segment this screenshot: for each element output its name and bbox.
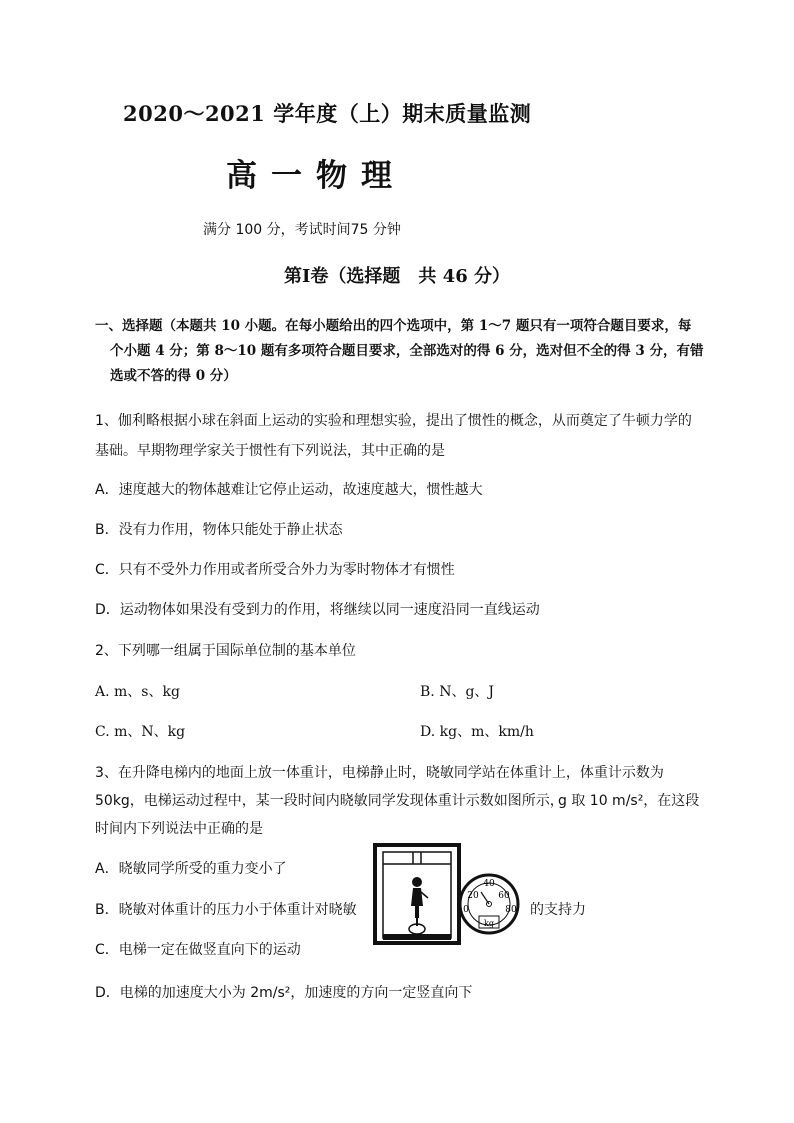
instruction-line: 一、选择题（本题共 10 小题。在每小题给出的四个选项中，第 1～7 题只有一项符合题目要求，每 [95,318,692,334]
q3-stem-line: 3、在升降电梯内的地面上放一体重计，电梯静止时，晓敏同学站在体重计上，体重计示数为 [95,765,664,781]
instruction-line: 个小题 4 分；第 8～10 题有多项符合题目要求，全部选对的得 6 分，选对但不全的得 3 分，有错 [110,343,704,359]
instruction-line: 选或不答的得 0 分） [110,368,237,384]
q3-stem-line: 时间内下列说法中正确的是 [95,821,263,837]
q1-stem-line: 1、伽利略根据小球在斜面上运动的实验和理想实验，提出了惯性的概念，从而奠定了牛顿力学的 [95,413,692,429]
exam-title: 2020～2021 学年度（上）期末质量监测 [123,101,532,126]
q3-option-d: D．电梯的加速度大小为 2m/s²，加速度的方向一定竖直向下 [95,985,473,1001]
dial-needle [481,892,489,904]
q3-option-b-tail: 的支持力 [530,902,586,918]
dial-unit: kg [484,919,494,928]
q3-option-c: C．电梯一定在做竖直向下的运动 [95,942,301,958]
score-info: 满分 100 分，考试时间75 分钟 [203,222,401,238]
q1-option-b: B．没有力作用，物体只能处于静止状态 [95,522,343,538]
q3-option-a: A．晓敏同学所受的重力变小了 [95,861,287,877]
dial-label-40: 40 [483,879,495,889]
elevator-diagram [373,842,523,948]
q3-option-b: B．晓敏对体重计的压力小于体重计对晓敏 [95,902,357,918]
q2-option-c: C. m、N、kg [95,724,186,740]
elevator-scale-figure [373,842,523,948]
q1-option-a: A．速度越大的物体越难让它停止运动，故速度越大，惯性越大 [95,482,483,498]
dial-label-60: 60 [498,891,510,901]
q3-g-value: g 取 10 m/s²，在这段 [558,793,700,809]
scale-dial [460,875,518,933]
elevator-floor [383,934,451,940]
dial-label-20: 20 [467,891,479,901]
q2-option-d: D. kg、m、km/h [420,724,534,740]
dial-label-0: 0 [463,905,469,915]
q2-option-b: B. N、g、J [420,684,495,700]
person-icon [411,877,428,926]
q2-option-a: A. m、s、kg [95,684,180,700]
volume-title: 第Ⅰ卷（选择题 共 46 分） [283,266,510,287]
q2-stem: 2、下列哪一组属于国际单位制的基本单位 [95,643,356,659]
q1-option-d: D．运动物体如果没有受到力的作用，将继续以同一速度沿同一直线运动 [95,602,540,618]
subject-title: 高一物理 [226,158,406,194]
dial-label-80: 80 [505,905,517,915]
q3-stem-line: 50kg，电梯运动过程中，某一段时间内晓敏同学发现体重计示数如图所示， [95,793,564,809]
q1-option-c: C．只有不受外力作用或者所受合外力为零时物体才有惯性 [95,562,455,578]
section-instructions [95,314,705,389]
q1-stem-line: 基础。早期物理学家关于惯性有下列说法，其中正确的是 [95,443,445,459]
